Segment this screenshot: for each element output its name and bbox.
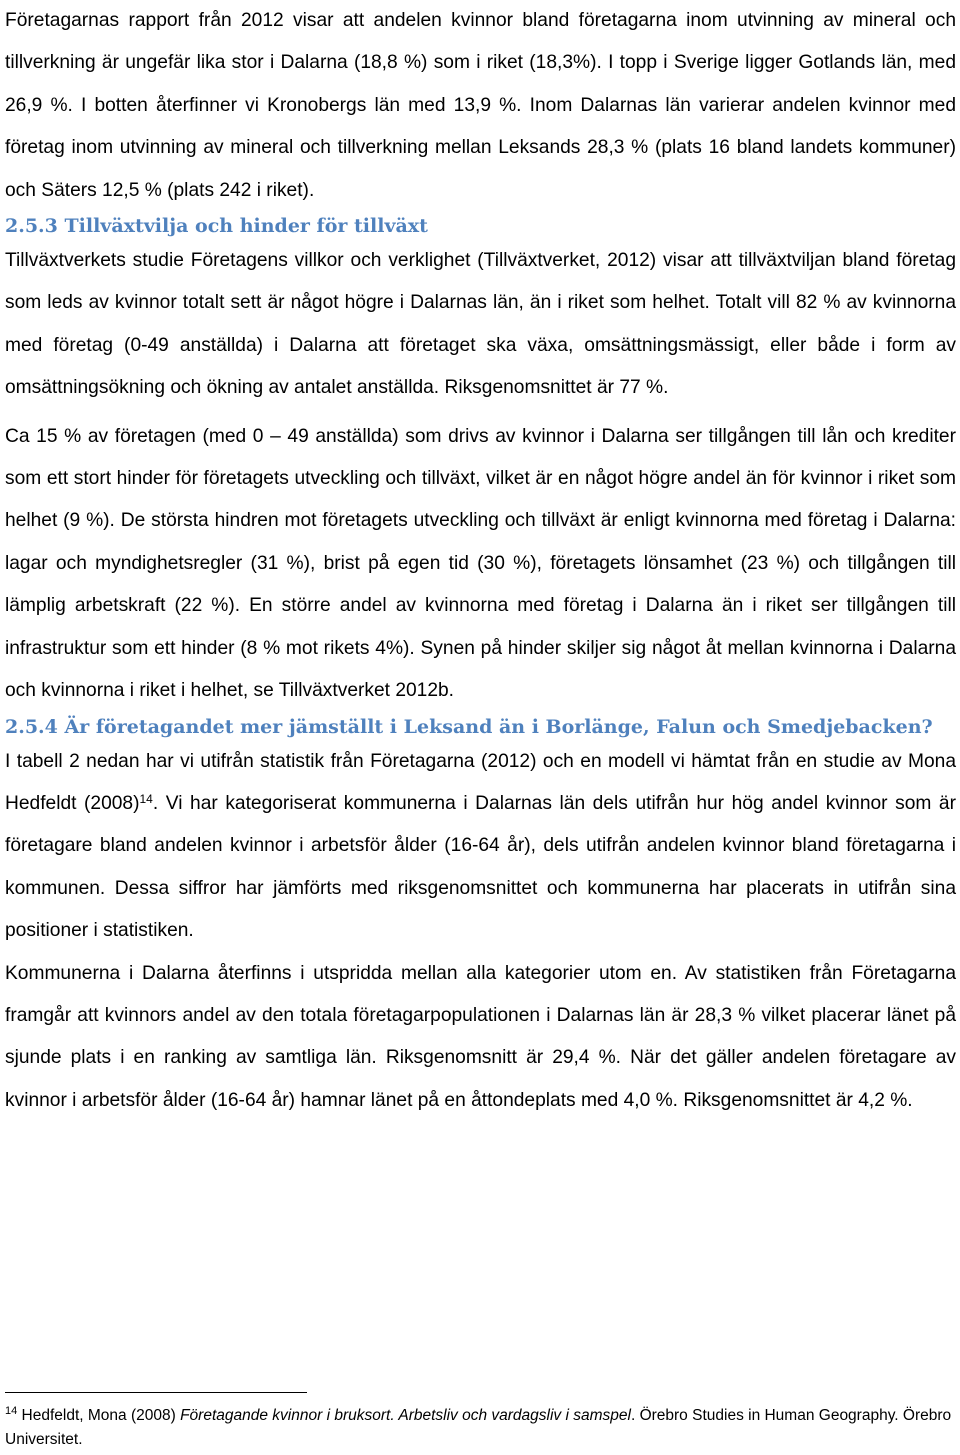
- paragraph-kommunerna: Kommunerna i Dalarna återfinns i utspridda mellan alla kategorier utom en. Av statistiken från Företagarna framgår att kvinnors andel av den totala företagarpopulationen i Dalarnas län är 28,3 % vilket placerar länet på sjunde plats i en ranking av samtliga län. Riksgenomsnitt är 29,4 %. När det gäller andelen företagare av kvinnor i arbetsför ålder (16-64 år) hamnar länet på en åttondeplats med 4,0 %. Riksgenomsnittet är 4,2 %.: [5, 962, 956, 1111]
- paragraph-tabell-2-text-a: I tabell 2 nedan har vi utifrån statistik från Företagarna (2012) och en modell vi hämtat från en studie av Mona Hedfeldt (2008): [5, 750, 956, 814]
- footnote-ref-14[interactable]: 14: [139, 791, 153, 806]
- document-page: [5, 0, 956, 1122]
- paragraph-hinder: Ca 15 % av företagen (med 0 – 49 anställda) som drivs av kvinnor i Dalarna ser tillgången till lån och krediter som ett stort hinder för företagets utveckling och tillväxt, vilket är en något högre andel än för kvinnor i riket som helhet (9 %). De största hindren mot företagets utveckling och tillväxt är enligt kvinnorna med företag i Dalarna: lagar och myndighetsregler (31 %), brist på egen tid (30 %), företagets lönsamhet (23 %) och tillgången till lämplig arbetskraft (22 %). En större andel av kvinnorna med företag i Dalarna än i riket ser tillgången till infrastruktur som ett hinder (8 % mot rikets 4%). Synen på hinder skiljer sig något åt mellan kvinnorna i Dalarna och kvinnorna i riket i helhet, se Tillväxtverket 2012b.: [5, 425, 956, 702]
- footnote-publisher: . Örebro Studies in Human Geography. Örebro Universitet.: [5, 1407, 952, 1448]
- paragraph-tillvaxtvilja: Tillväxtverkets studie Företagens villkor och verklighet (Tillväxtverket, 2012) visar att tillväxtviljan bland företag som leds av kvinnor totalt sett är något högre i Dalarnas län, än i riket som helhet. Totalt vill 82 % av kvinnorna med företag (0-49 anställda) i Dalarna att företaget ska växa, omsättningsmässigt, eller både i form av omsättningsökning och ökning av antalet anställda. Riksgenomsnittet är 77 %.: [5, 250, 956, 399]
- paragraph-mineral-tillverkning: Företagarnas rapport från 2012 visar att andelen kvinnor bland företagarna inom utvinning av mineral och tillverkning är ungefär lika stor i Dalarna (18,8 %) som i riket (18,3%). I topp i Sverige ligger Gotlands län, med 26,9 %. I botten återfinner vi Kronobergs län med 13,9 %. Inom Dalarnas län varierar andelen kvinnor med företag inom utvinning av mineral och tillverkning mellan Leksands 28,3 % (plats 16 bland landets kommuner) och Säters 12,5 % (plats 242 i riket).: [5, 10, 956, 201]
- heading-2-5-3: 2.5.3 Tillväxtvilja och hinder för tillväxt: [5, 215, 428, 238]
- footnote-14: [5, 1404, 956, 1452]
- footnote-separator: [5, 1392, 307, 1393]
- footnote-author: Hedfeldt, Mona (2008): [17, 1407, 181, 1424]
- heading-2-5-4: 2.5.4 Är företagandet mer jämställt i Leksand än i Borlänge, Falun och Smedjebacken?: [5, 715, 933, 738]
- footnote-title: Företagande kvinnor i bruksort. Arbetsliv och vardagsliv i samspel: [180, 1407, 631, 1424]
- paragraph-tabell-2: [5, 741, 956, 953]
- paragraph-tabell-2-text-b: . Vi har kategoriserat kommunerna i Dalarnas län dels utifrån hur hög andel kvinnor som är företagare bland andelen kvinnor i arbetsför ålder (16-64 år), dels utifrån andelen kvinnor bland företagarna i kommunen. Dessa siffror har jämförts med riksgenomsnittet och kommunerna har placerats in utifrån sina positioner i statistiken.: [5, 792, 956, 942]
- footnote-number: 14: [5, 1405, 18, 1417]
